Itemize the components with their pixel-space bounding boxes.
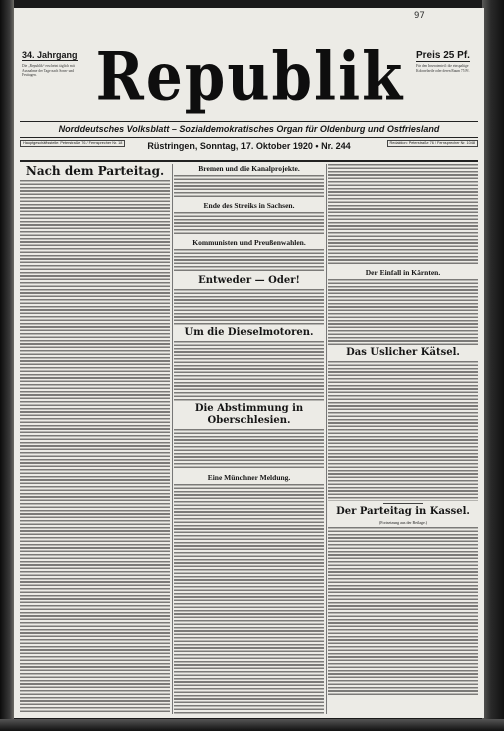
column-3: [328, 164, 478, 714]
article-body-text: [328, 279, 478, 345]
article-body-text: [328, 527, 478, 697]
scan-edge-left: [0, 0, 14, 731]
article-body-text: [174, 175, 324, 197]
advertising-note: Für den Inseratenteil: die einspaltige Kolonelzeile oder deren Raum 75 Pf.: [416, 64, 470, 73]
price-label: Preis 25 Pf.: [416, 50, 470, 61]
article-headline: Der Parteitag in Kassel.: [336, 506, 470, 517]
article-headline: Um die Dieselmotoren.: [184, 327, 314, 338]
masthead-rule-bottom: [20, 160, 478, 162]
newspaper-subtitle: Norddeutsches Volksblatt – Sozialdemokratisches Organ für Oldenburg und Ostfriesland: [58, 124, 440, 134]
article-headline: Entweder — Oder!: [198, 275, 300, 286]
article-body-text: [328, 361, 478, 501]
article-divider: [383, 503, 423, 504]
editorial-contact: Redaktion: Peterstraße 76 / Fernsprecher Nr. 1048: [387, 140, 478, 147]
article-headline: Nach dem Parteitag.: [25, 164, 165, 178]
newspaper-title: Republik: [95, 37, 405, 116]
scan-edge-bottom: [0, 719, 504, 731]
article-body-text: [174, 289, 324, 325]
article-subheading: (Fortsetzung aus der Beilage.): [378, 520, 428, 525]
article-headline: Das Uslicher Kätsel.: [346, 347, 460, 358]
article-body-text: [174, 484, 324, 714]
column-2: [174, 164, 324, 714]
article-body-text: [174, 429, 324, 469]
dateline: Rüstringen, Sonntag, 17. Oktober 1920 • Nr. 244: [147, 141, 351, 151]
article-headline: Der Einfall in Kärnten.: [365, 268, 441, 277]
article-body-text: [174, 249, 324, 271]
article-headline: Bremen und die Kanalprojekte.: [198, 164, 300, 173]
article-headline: Die Abstimmung in Oberschlesien.: [194, 403, 304, 426]
page-number: 97: [414, 11, 425, 21]
volume-label: 34. Jahrgang: [22, 50, 78, 60]
article-headline: Eine Münchner Meldung.: [207, 473, 291, 482]
article-headline: Ende des Streiks in Sachsen.: [203, 201, 295, 210]
article-headline: Kommunisten und Preußenwahlen.: [192, 238, 306, 247]
info-bar: [20, 139, 478, 159]
article-body-text: [174, 212, 324, 234]
article-body-text: [174, 341, 324, 401]
newspaper-page: [14, 8, 484, 718]
masthead-rule-mid: [20, 137, 478, 138]
masthead-rule-top: [20, 121, 478, 122]
scan-edge-right: [482, 0, 504, 731]
column-divider: [326, 164, 327, 714]
column-divider: [172, 164, 173, 714]
masthead: [14, 20, 484, 132]
column-1: [20, 164, 170, 714]
article-body-text: [328, 164, 478, 264]
publication-note: Die „Republik“ erscheint täglich mit Ausnahme der Tage nach Sonn- und Festtagen.: [22, 64, 75, 78]
article-body-text: [20, 180, 170, 714]
office-contact: Hauptgeschäftsstelle: Peterstraße 76 / Fernsprecher Nr. 18: [20, 140, 125, 147]
